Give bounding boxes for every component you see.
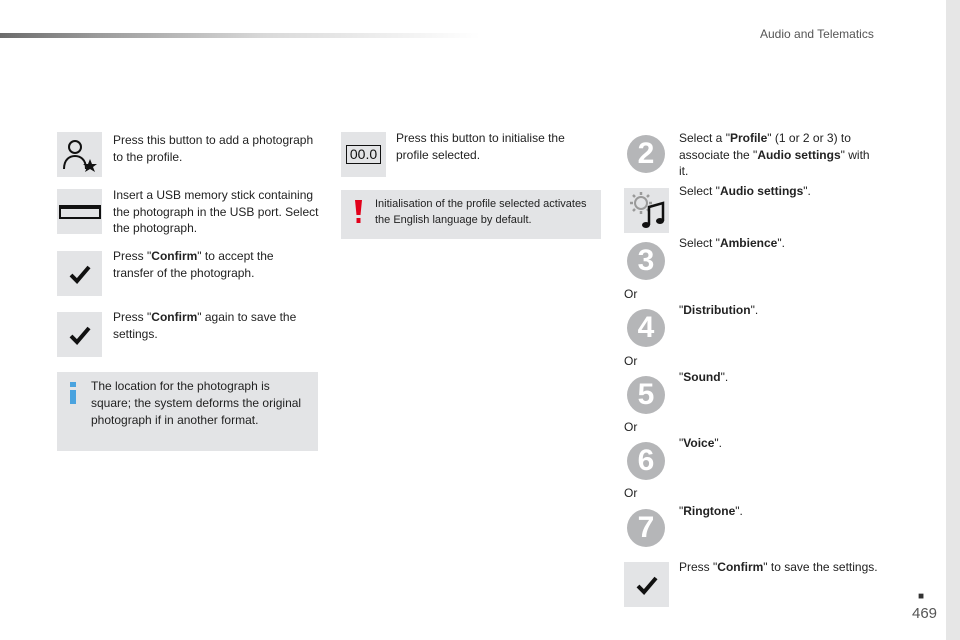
checkmark-icon [624, 562, 669, 607]
step-4-badge: 4 [627, 309, 665, 347]
warning-note [341, 190, 601, 239]
user-star-icon [57, 132, 102, 177]
or-label: Or [624, 420, 638, 434]
or-label: Or [624, 354, 638, 368]
ambience-instruction: Select "Ambience". [679, 236, 785, 250]
step-5-badge: 5 [627, 376, 665, 414]
or-label: Or [624, 486, 638, 500]
step-3-badge: 3 [627, 242, 665, 280]
page-edge-bar [946, 0, 960, 640]
warning-text: Initialisation of the profile selected activates the English language by default. [375, 198, 587, 226]
checkmark-icon [57, 312, 102, 357]
step-2-badge: 2 [627, 135, 665, 173]
usb-stick-icon [57, 189, 102, 234]
distribution-option: "Distribution". [679, 303, 759, 317]
page-number: 469 [912, 605, 938, 622]
step-6-badge: 6 [627, 442, 665, 480]
info-note [57, 372, 318, 451]
audio-settings-instruction: Select "Audio settings". [679, 184, 811, 198]
photo-instruction: Press this button to add a photograph to the profile. [113, 133, 314, 164]
header-rule [0, 33, 480, 38]
profile-instruction: Select a "Profile" (1 or 2 or 3) to associate the "Audio settings" with it. [679, 131, 870, 178]
checkmark-icon [57, 251, 102, 296]
voice-option: "Voice". [679, 436, 722, 450]
confirm-instruction: Press "Confirm" to accept the transfer of the photograph. [113, 249, 274, 280]
confirm-save-instruction: Press "Confirm" again to save the settings. [113, 310, 297, 341]
final-confirm-instruction: Press "Confirm" to save the settings. [679, 560, 878, 574]
initialise-instruction: Press this button to initialise the profile selected. [396, 131, 565, 162]
counter-display-icon [341, 132, 386, 177]
step-7-badge: 7 [627, 509, 665, 547]
section-title: Audio and Telematics [760, 27, 874, 41]
counter-display: 00.0 [346, 145, 381, 164]
ringtone-option: "Ringtone". [679, 504, 743, 518]
page-dots: ■ [918, 591, 926, 602]
exclamation-icon [355, 200, 362, 224]
info-icon [69, 382, 77, 404]
gear-music-icon [624, 188, 669, 233]
or-label: Or [624, 287, 638, 301]
usb-instruction: Insert a USB memory stick containing the photograph in the USB port. Select the photograph. [113, 188, 319, 235]
info-text: The location for the photograph is square; the system deforms the original photograph if in another format. [91, 379, 302, 427]
sound-option: "Sound". [679, 370, 729, 384]
